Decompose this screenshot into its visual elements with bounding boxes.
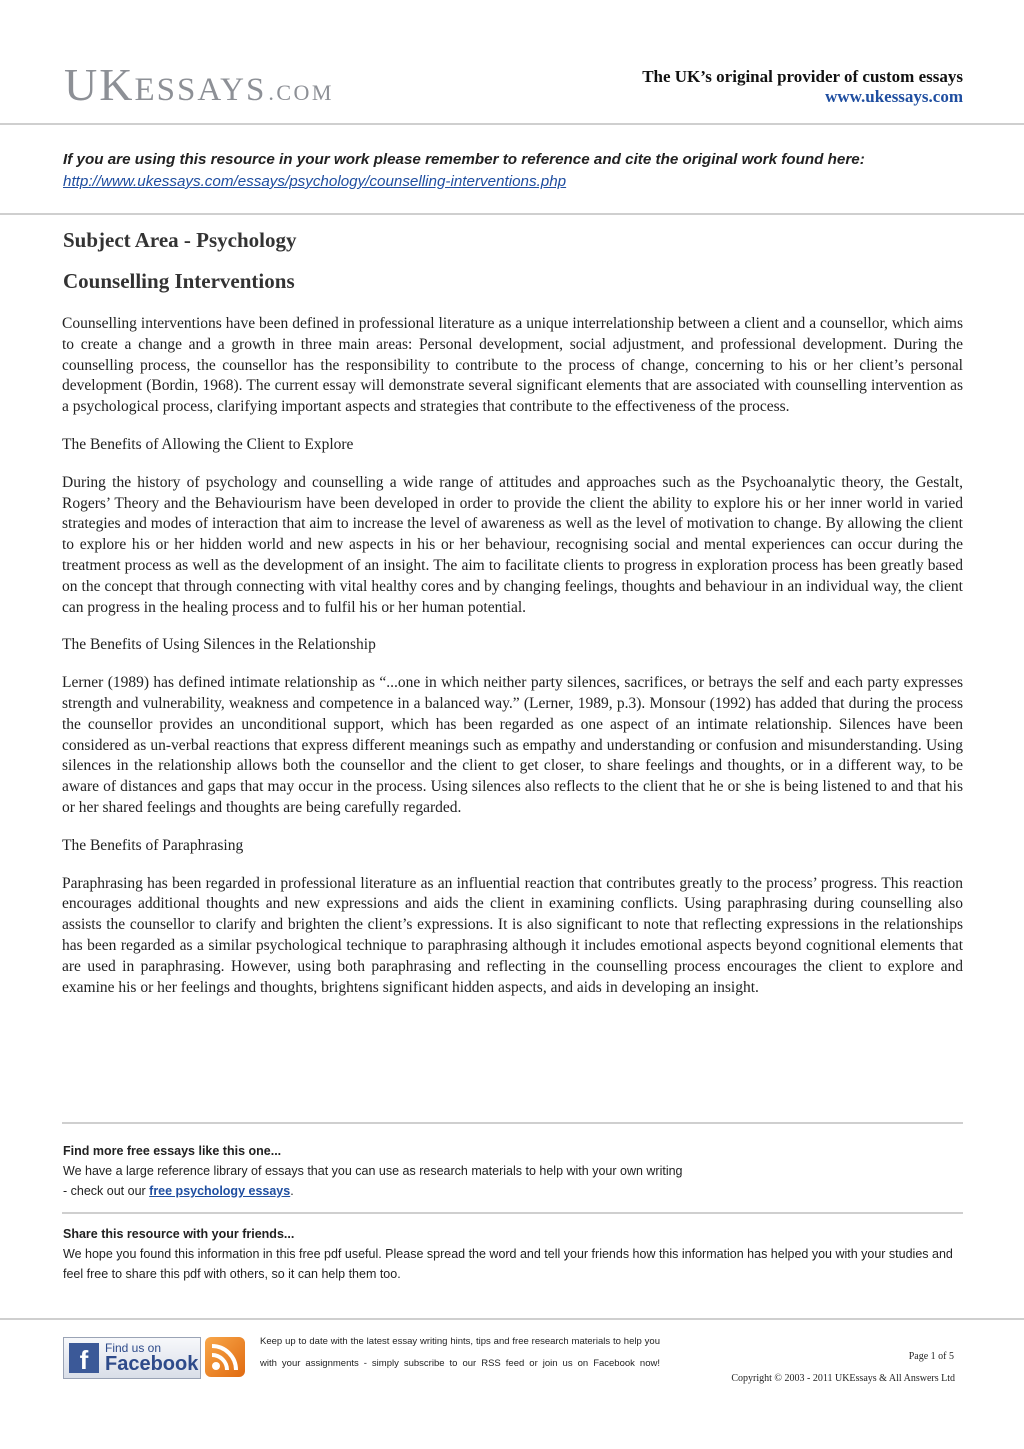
rss-feed-button[interactable]: [205, 1337, 245, 1377]
subject-area: Subject Area - Psychology: [63, 228, 297, 252]
section-heading: The Benefits of Using Silences in the Relationship: [62, 636, 376, 654]
section-paragraph: Lerner (1989) has defined intimate relationship as “...one in which neither party silences, sacrifices, or betrays the self and each party expresses strength and vulnerability, weakness and competence in a balanced way.” (Lerner, 1989, p.3). Monsour (1992) has added that during the process the counsellor provides an unconditional support, which has been regarded as one aspect of an intimate relationship. Silences have been considered as un-verbal reactions that express different meanings such as empathy and understanding or confusion and misunderstanding. Using silences in the relationship allows both the counsellor and the client to get closer, to share feelings and thoughts, or in a different way, to be aware of distances and gaps that may occur in the process. Using silences also reflects to the client that he or she is being listened to and that his or her shared feelings and thoughts are being carefully regarded.: [62, 674, 963, 816]
footer-subscribe-text: Keep up to date with the latest essay writing hints, tips and free research materials to help you with your assignments - simply subscribe to our RSS feed or join us on Facebook now!: [260, 1336, 660, 1369]
share-divider: [62, 1212, 963, 1214]
share-text: We hope you found this information in this free pdf useful. Please spread the word and tell your friends how this information has helped you with your studies and feel free to share this pdf with others, so it can help them too.: [63, 1247, 953, 1281]
citation-text: If you are using this resource in your work please remember to reference and cite the original work found here:: [63, 151, 865, 168]
section-heading: The Benefits of Paraphrasing: [62, 836, 244, 854]
essay-title: Counselling Interventions: [63, 269, 295, 293]
logo-letter-u: U: [64, 59, 100, 110]
find-more-panel: [63, 1141, 968, 1201]
footer-divider: [0, 1318, 1024, 1320]
site-url-link[interactable]: www.ukessays.com: [825, 87, 963, 106]
notice-divider: [0, 213, 1024, 215]
page-number: Page 1 of 5: [908, 1351, 954, 1362]
facebook-button[interactable]: [63, 1337, 201, 1379]
essay-body: [62, 314, 963, 1015]
find-more-line2: [63, 1181, 968, 1201]
ukessays-logo: [64, 59, 334, 110]
facebook-name: Facebook: [105, 1353, 199, 1375]
header-divider: [0, 123, 1024, 125]
copyright-notice: Copyright © 2003 - 2011 UKEssays & All Answers Ltd: [731, 1373, 955, 1384]
rss-icon: [205, 1337, 245, 1377]
section-heading: The Benefits of Allowing the Client to Explore: [62, 435, 354, 453]
share-heading: Share this resource with your friends...: [63, 1227, 295, 1241]
logo-com: .COM: [268, 80, 334, 105]
facebook-find-us: Find us on: [105, 1341, 162, 1355]
find-more-suffix: .: [290, 1184, 294, 1198]
find-more-divider: [62, 1122, 963, 1124]
free-psychology-essays-link[interactable]: free psychology essays: [149, 1184, 291, 1198]
facebook-icon: f: [69, 1343, 99, 1373]
logo-essays: ESSAYS: [134, 72, 267, 108]
logo-letter-k: K: [99, 59, 135, 110]
facebook-label: [105, 1342, 198, 1374]
share-panel: [63, 1224, 968, 1284]
section-paragraph: During the history of psychology and counselling a wide range of attitudes and approaches such as the Psychoanalytic theory, the Gestalt, Rogers’ Theory and the Behaviourism have been developed in order to provide the client the ability to explore his or her inner world in varied strategies and modes of interaction that aim to increase the level of awareness as well as the level of motivation to change. By allowing the client to explore his or her hidden world and new aspects in his or her behaviour, recognising social and mental experiences can occur during the treatment process as well as the development of an insight. The aim to facilitate clients to progress in exploration process has been greatly based on the concept that through connecting with vital healthy cores and by changing feelings, thoughts and behaviour in an individual way, the client can progress in the healing process and to fulfil his or her human potential.: [62, 473, 963, 616]
header-tagline: [642, 67, 963, 107]
citation-url-link[interactable]: http://www.ukessays.com/essays/psychology/counselling-interventions.php: [63, 173, 567, 190]
section-paragraph: Paraphrasing has been regarded in professional literature as an influential reaction that contributes greatly to the process’ progress. This reaction encourages additional thoughts and new expressions and aids the client in examining conflicts. Using paraphrasing during counselling also assists the counsellor to clarify and brighten the client’s expressions. It is also significant to note that reflecting expressions in the relationships has been regarded as a similar psychological technique to paraphrasing although it includes emotional aspects beyond cognitional elements that are used in paraphrasing. However, using both paraphrasing and reflecting in the counselling process encourages the client to explore and examine his or her feelings and thoughts, brightens significant hidden aspects, and aids in developing an insight.: [62, 874, 963, 996]
tagline-text: The UK’s original provider of custom essays: [642, 67, 963, 86]
find-more-heading: Find more free essays like this one...: [63, 1144, 282, 1158]
citation-notice: [63, 149, 968, 193]
find-more-prefix: - check out our: [63, 1184, 150, 1198]
intro-paragraph: Counselling interventions have been defined in professional literature as a unique interrelationship between a client and a counsellor, which aims to create a change and a growth in three main areas: Personal development, social adjustment, and professional development. During the counselling process, the counsellor has the responsibility to contribute to the process of change, concerning to his or her client’s personal development (Bordin, 1968). The current essay will demonstrate several significant elements that are associated with counselling intervention as a psychological process, clarifying important aspects and strategies that contribute to the effectiveness of the process.: [62, 315, 963, 416]
find-more-line1: We have a large reference library of essays that you can use as research materials to help with your own writing: [63, 1164, 683, 1178]
